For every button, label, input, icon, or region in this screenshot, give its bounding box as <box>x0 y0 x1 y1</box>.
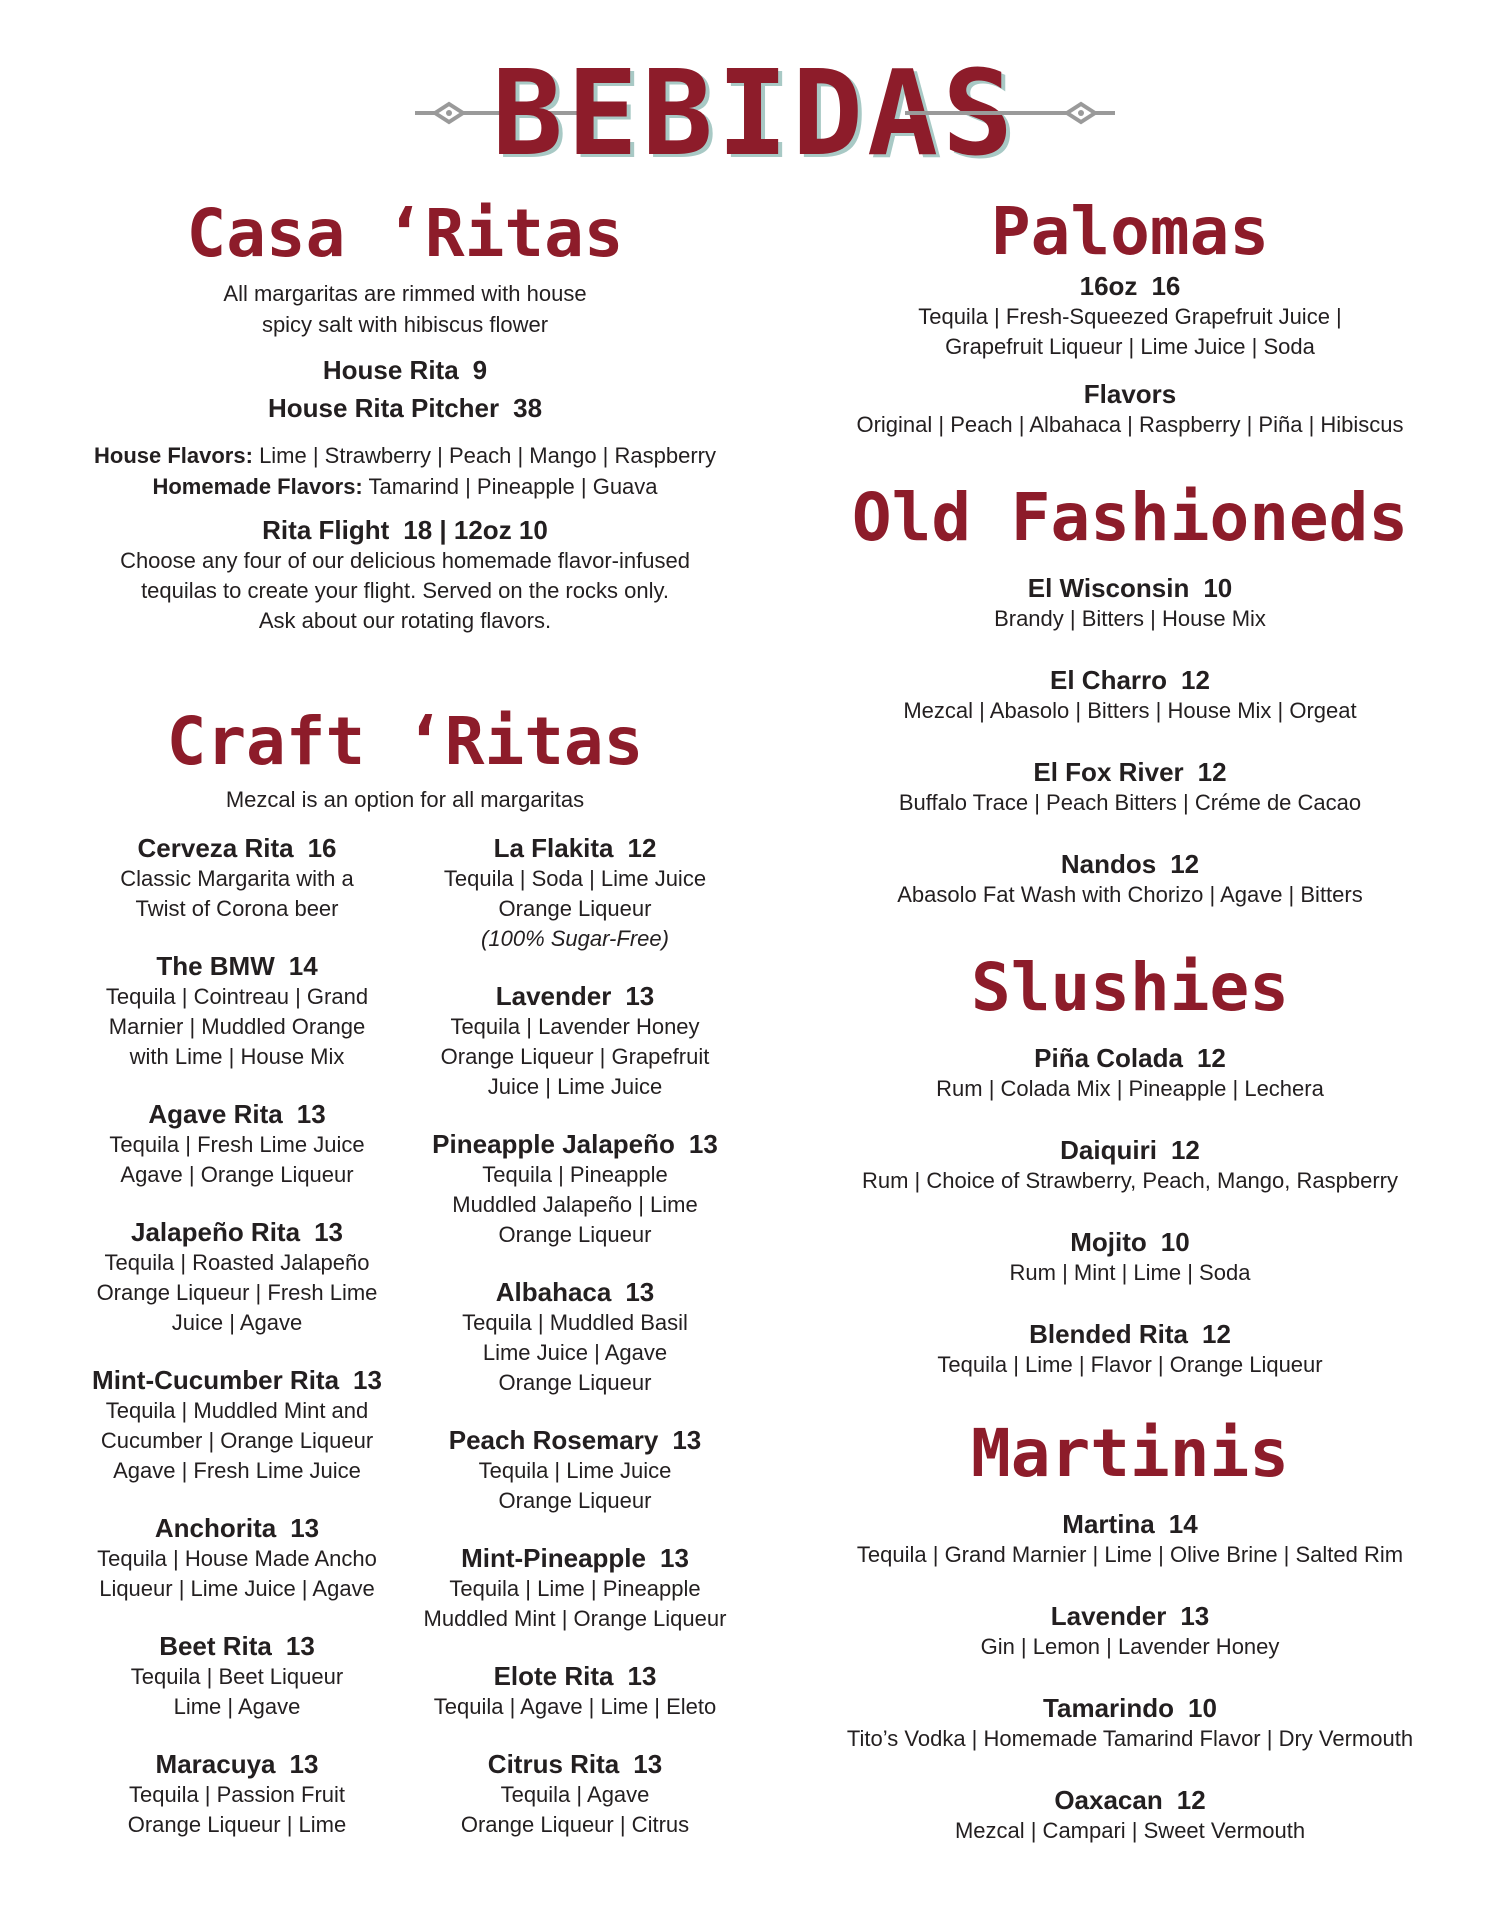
description-line: Twist of Corona beer <box>135 896 339 921</box>
homemade-flavors <box>85 471 725 502</box>
item-name: Beet Rita <box>159 1631 272 1661</box>
section-title: Old Fashioneds <box>851 479 1409 556</box>
item-description <box>72 1396 402 1486</box>
menu-item <box>72 1098 402 1190</box>
item-name: Mint-Pineapple <box>461 1543 646 1573</box>
menu-item <box>820 664 1440 726</box>
description-line: Muddled Mint | Orange Liqueur <box>423 1606 727 1631</box>
item-price: 12 <box>1181 665 1210 695</box>
menu-item <box>85 514 725 546</box>
menu-item <box>410 1276 740 1398</box>
item-description <box>820 1816 1440 1846</box>
item-price: 10 <box>1188 1693 1217 1723</box>
description-line: Orange Liqueur | Fresh Lime <box>96 1280 378 1305</box>
craft-right-column <box>410 832 740 1866</box>
item-price: 38 <box>513 393 543 423</box>
description-line: Tequila | Muddled Mint and <box>105 1398 369 1423</box>
description-line: Lime Juice | Agave <box>482 1340 668 1365</box>
homemade-flavors-list: Tamarind | Pineapple | Guava <box>368 474 658 499</box>
right-ornament-icon <box>905 98 1115 128</box>
casa-ritas-section <box>85 194 725 636</box>
item-name: Mint-Cucumber Rita <box>92 1365 340 1395</box>
section-title: Craft ‘Ritas <box>166 703 644 780</box>
description-line: Rum | Colada Mix | Pineapple | Lechera <box>936 1076 1324 1101</box>
menu-item <box>820 1692 1440 1754</box>
item-price: 13 <box>285 1631 315 1661</box>
item-name: Nandos <box>1060 849 1157 879</box>
item-price: 13 <box>289 1749 319 1779</box>
description-note: (100% Sugar-Free) <box>481 926 669 951</box>
item-price: 10 <box>1160 1227 1190 1257</box>
description-line: Orange Liqueur <box>498 896 652 921</box>
item-description <box>820 696 1440 726</box>
item-description <box>820 1632 1440 1662</box>
description-line: Juice | Agave <box>171 1310 303 1335</box>
description-line: Juice | Lime Juice <box>487 1074 663 1099</box>
description-line: Brandy | Bitters | House Mix <box>994 606 1266 631</box>
section-title: Casa ‘Ritas <box>186 195 624 272</box>
item-name: Oaxacan <box>1054 1785 1163 1815</box>
description-line: Rum | Mint | Lime | Soda <box>1009 1260 1251 1285</box>
item-name: Maracuya <box>155 1749 276 1779</box>
menu-item <box>820 756 1440 818</box>
item-price: 14 <box>1168 1509 1198 1539</box>
item-description <box>410 1012 740 1102</box>
description-line: Orange Liqueur <box>498 1488 652 1513</box>
description-line: Tequila | Agave | Lime | Eleto <box>433 1694 717 1719</box>
description-line: Classic Margarita with a <box>120 866 354 891</box>
item-description <box>820 1540 1440 1570</box>
description-line: Ask about our rotating flavors. <box>258 608 552 633</box>
item-name: Citrus Rita <box>487 1749 620 1779</box>
flavors-list: Original | Peach | Albahaca | Raspberry | Piña | Hibiscus <box>856 412 1404 437</box>
menu-item <box>72 1216 402 1338</box>
description-line: Mezcal | Campari | Sweet Vermouth <box>954 1818 1306 1843</box>
item-description <box>410 1456 740 1516</box>
martinis-list <box>820 1508 1440 1846</box>
item-price: 13 <box>625 981 655 1011</box>
item-name: Daiquiri <box>1060 1135 1157 1165</box>
description-line: Agave | Fresh Lime Juice <box>113 1458 361 1483</box>
flavors-title: Flavors <box>1083 379 1177 409</box>
item-name: Elote Rita <box>493 1661 614 1691</box>
item-name: Cerveza Rita <box>137 833 294 863</box>
item-name: Jalapeño Rita <box>131 1217 301 1247</box>
item-name: El Charro <box>1050 665 1168 695</box>
description-line: Tequila | Lime | Pineapple <box>449 1576 701 1601</box>
item-price: 12 <box>1170 1135 1200 1165</box>
description-line: with Lime | House Mix <box>129 1044 345 1069</box>
item-price: 13 <box>625 1277 655 1307</box>
menu-item <box>820 1134 1440 1196</box>
menu-item <box>410 1748 740 1840</box>
description-line: Tequila | Agave <box>500 1782 650 1807</box>
item-price: 13 <box>672 1425 702 1455</box>
item-name: El Wisconsin <box>1027 573 1190 603</box>
item-description <box>410 1308 740 1398</box>
menu-item <box>410 1660 740 1722</box>
item-size: 16oz <box>1079 271 1138 301</box>
description-line: Cucumber | Orange Liqueur <box>100 1428 374 1453</box>
description-line: Marnier | Muddled Orange <box>108 1014 366 1039</box>
item-name: The BMW <box>156 951 275 981</box>
description-line: Orange Liqueur <box>498 1222 652 1247</box>
item-price: 13 <box>627 1661 657 1691</box>
item-name: Tamarindo <box>1043 1693 1175 1723</box>
description-line: Tequila | Pineapple <box>482 1162 668 1187</box>
item-name: Blended Rita <box>1029 1319 1188 1349</box>
item-price: 16 <box>1151 271 1181 301</box>
item-description <box>72 1662 402 1722</box>
item-description <box>820 302 1440 362</box>
item-price: 14 <box>288 951 318 981</box>
item-name: Piña Colada <box>1034 1043 1183 1073</box>
item-name: El Fox River <box>1033 757 1184 787</box>
menu-item <box>85 392 725 424</box>
item-description <box>72 1544 402 1604</box>
description-line: Tequila | Grand Marnier | Lime | Olive Brine | Salted Rim <box>856 1542 1404 1567</box>
description-line: Tequila | Passion Fruit <box>128 1782 346 1807</box>
item-description <box>820 788 1440 818</box>
item-description <box>410 1780 740 1840</box>
item-name: Mojito <box>1070 1227 1147 1257</box>
description-line: Rum | Choice of Strawberry, Peach, Mango, Raspberry <box>862 1168 1398 1193</box>
old-fashioneds-section <box>820 478 1440 940</box>
item-price: 16 <box>307 833 337 863</box>
craft-left-column <box>72 832 402 1866</box>
item-description <box>820 880 1440 910</box>
item-description <box>820 1350 1440 1380</box>
homemade-flavors-label: Homemade Flavors: <box>152 474 363 499</box>
item-price: 12 <box>1197 757 1227 787</box>
menu-item <box>820 848 1440 910</box>
item-description <box>820 1074 1440 1104</box>
item-price: 13 <box>290 1513 320 1543</box>
item-price: 13 <box>659 1543 689 1573</box>
menu-item <box>820 1508 1440 1570</box>
menu-item <box>72 950 402 1072</box>
item-price: 9 <box>472 355 488 385</box>
section-note-line: All margaritas are rimmed with house <box>223 281 587 306</box>
description-line: Tequila | Fresh Lime Juice <box>109 1132 365 1157</box>
item-name: Pineapple Jalapeño <box>432 1129 675 1159</box>
menu-item <box>820 1042 1440 1104</box>
description-line: Tequila | Cointreau | Grand <box>105 984 369 1009</box>
menu-item <box>410 832 740 954</box>
description-line: Orange Liqueur | Citrus <box>460 1812 690 1837</box>
item-price: 13 <box>296 1099 326 1129</box>
item-price: 13 <box>633 1749 663 1779</box>
item-name: Albahaca <box>495 1277 612 1307</box>
item-description <box>85 546 725 636</box>
item-description <box>72 1130 402 1190</box>
description-line: Tequila | House Made Ancho <box>97 1546 377 1571</box>
description-line: Tequila | Fresh-Squeezed Grapefruit Juice | <box>918 304 1342 329</box>
palomas-section <box>820 192 1440 440</box>
item-price: 13 <box>688 1129 718 1159</box>
house-flavors-label: House Flavors: <box>94 443 253 468</box>
item-price: 13 <box>353 1365 382 1395</box>
item-description <box>72 1780 402 1840</box>
item-description <box>72 864 402 924</box>
flavors-block <box>820 378 1440 440</box>
old-fashioneds-list <box>820 572 1440 910</box>
menu-item <box>85 354 725 386</box>
description-line: Lime | Agave <box>173 1694 301 1719</box>
menu-item <box>72 1630 402 1722</box>
item-price: 12 <box>1176 1785 1206 1815</box>
item-price: 13 <box>1180 1601 1210 1631</box>
slushies-section <box>820 948 1440 1410</box>
section-note: Mezcal is an option for all margaritas <box>225 787 585 812</box>
page-title: BEBIDAS <box>491 44 1018 182</box>
item-description <box>410 864 740 954</box>
item-price: 12 <box>1202 1319 1231 1349</box>
section-title: Palomas <box>990 193 1270 270</box>
description-line: Gin | Lemon | Lavender Honey <box>980 1634 1280 1659</box>
description-line: Choose any four of our delicious homemade flavor-infused <box>120 548 690 573</box>
item-name: House Rita Pitcher <box>267 393 500 423</box>
description-line: Tequila | Lavender Honey <box>450 1014 700 1039</box>
menu-item <box>820 1318 1440 1380</box>
house-flavors-list: Lime | Strawberry | Peach | Mango | Raspberry <box>259 443 716 468</box>
section-note-line: spicy salt with hibiscus flower <box>261 312 549 337</box>
item-description <box>820 604 1440 634</box>
menu-item <box>410 980 740 1102</box>
description-line: Mezcal | Abasolo | Bitters | House Mix | Orgeat <box>903 698 1357 723</box>
item-description <box>820 1724 1440 1754</box>
description-line: Liqueur | Lime Juice | Agave <box>99 1576 375 1601</box>
description-line: Tequila | Lime Juice <box>478 1458 672 1483</box>
item-name: House Rita <box>322 355 459 385</box>
martinis-section <box>820 1414 1440 1876</box>
item-price: 12 <box>1170 849 1200 879</box>
section-title: Slushies <box>971 949 1289 1026</box>
description-line: Grapefruit Liqueur | Lime Juice | Soda <box>945 334 1315 359</box>
menu-item <box>72 1748 402 1840</box>
menu-item <box>72 1364 402 1486</box>
menu-item <box>410 1542 740 1634</box>
description-line: Agave | Orange Liqueur <box>120 1162 354 1187</box>
menu-item <box>820 1784 1440 1846</box>
description-line: Tequila | Soda | Lime Juice <box>443 866 707 891</box>
description-line: tequilas to create your flight. Served on the rocks only. <box>141 578 669 603</box>
menu-item <box>72 832 402 924</box>
description-line: Orange Liqueur | Lime <box>127 1812 347 1837</box>
item-description <box>820 1258 1440 1288</box>
item-description <box>410 1692 740 1722</box>
description-line: Tequila | Beet Liqueur <box>130 1664 344 1689</box>
item-name: Rita Flight <box>262 515 390 545</box>
description-line: Orange Liqueur | Grapefruit <box>440 1044 710 1069</box>
item-price: 13 <box>314 1217 343 1247</box>
slushies-list <box>820 1042 1440 1380</box>
description-line: Orange Liqueur <box>498 1370 652 1395</box>
item-description <box>72 1248 402 1338</box>
description-line: Tequila | Roasted Jalapeño <box>104 1250 370 1275</box>
item-name: La Flakita <box>493 833 614 863</box>
item-description <box>820 1166 1440 1196</box>
item-name: Lavender <box>1050 1601 1167 1631</box>
menu-item <box>72 1512 402 1604</box>
menu-item <box>410 1424 740 1516</box>
item-name: Peach Rosemary <box>448 1425 659 1455</box>
menu-item <box>820 1600 1440 1662</box>
item-price: 12 <box>1196 1043 1226 1073</box>
menu-item <box>820 572 1440 634</box>
description-line: Buffalo Trace | Peach Bitters | Créme de Cacao <box>898 790 1362 815</box>
description-line: Tito’s Vodka | Homemade Tamarind Flavor | Dry Vermouth <box>846 1726 1414 1751</box>
item-name: Anchorita <box>154 1513 277 1543</box>
menu-header <box>0 44 1509 182</box>
description-line: Tequila | Muddled Basil <box>462 1310 688 1335</box>
item-description <box>72 982 402 1072</box>
item-price: 18 | 12oz 10 <box>403 515 548 545</box>
description-line: Tequila | Lime | Flavor | Orange Liqueur <box>937 1352 1323 1377</box>
menu-item <box>820 270 1440 302</box>
item-description <box>410 1160 740 1250</box>
craft-ritas-section <box>85 702 725 815</box>
item-name: Agave Rita <box>148 1099 283 1129</box>
description-line: Abasolo Fat Wash with Chorizo | Agave | Bitters <box>897 882 1363 907</box>
item-price: 12 <box>627 833 657 863</box>
item-description <box>410 1574 740 1634</box>
item-name: Martina <box>1062 1509 1155 1539</box>
section-title: Martinis <box>971 1415 1289 1492</box>
item-name: Lavender <box>495 981 612 1011</box>
menu-item <box>820 1226 1440 1288</box>
description-line: Muddled Jalapeño | Lime <box>452 1192 698 1217</box>
item-price: 10 <box>1203 573 1233 603</box>
house-flavors <box>85 440 725 471</box>
menu-item <box>410 1128 740 1250</box>
